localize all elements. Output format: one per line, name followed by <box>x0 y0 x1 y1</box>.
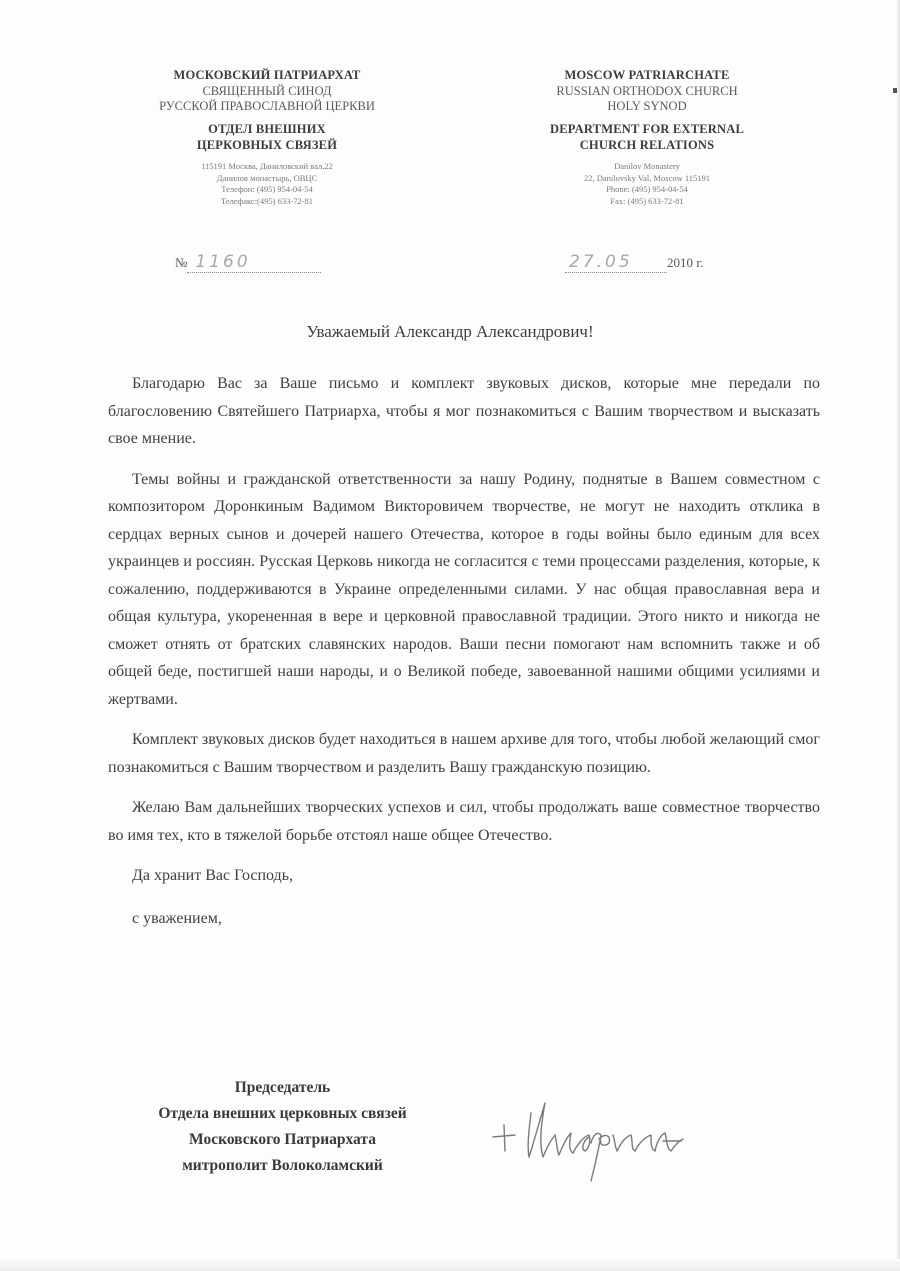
letterhead-org-ru: МОСКОВСКИЙ ПАТРИАРХАТ <box>173 68 361 82</box>
letterhead-synod-ru-2: РУССКОЙ ПРАВОСЛАВНОЙ ЦЕРКВИ <box>159 99 375 114</box>
paragraph: Комплект звуковых дисков будет находиться в нашем архиве для того, чтобы любой желающий смог познакомиться с Вашим творчеством и разделить Вашу гражданскую позицию. <box>108 731 820 776</box>
letterhead-dept-en-1: DEPARTMENT FOR EXTERNAL <box>550 121 744 136</box>
fax-en: Fax: (495) 633-72-81 <box>610 195 684 206</box>
signatory-dept: Отдела внешних церковных связей <box>158 1105 407 1122</box>
letterhead-synod-en: HOLY SYNOD <box>607 99 687 114</box>
reference-number <box>175 252 321 273</box>
letterhead-dept-en-2: CHURCH RELATIONS <box>579 137 715 152</box>
signatory-name: митрополит Волоколамский <box>182 1157 383 1174</box>
address-en-line2: 22, Danilovsky Val, Moscow 115191 <box>583 172 711 183</box>
handwritten-number: 1160 <box>187 252 321 273</box>
address-en-line1: Danilov Monastery <box>614 161 680 172</box>
address-ru-line2: Данилов монастырь, ОВЦС <box>216 172 318 183</box>
phone-ru: Телефон: (495) 954-04-54 <box>221 184 313 195</box>
paragraph: Благодарю Вас за Ваше письмо и комплект звуковых дисков, которые мне передали по благословению Святейшего Патриарха, чтобы я мог познакомиться с Вашим творчеством и высказать свое мнение. <box>108 375 820 447</box>
paragraph: Желаю Вам дальнейших творческих успехов и сил, чтобы продолжать ваше совместное творчество во имя тех, кто в тяжелой борьбе отстоял наше общее Отечество. <box>108 799 820 844</box>
fax-ru: Телефакс:(495) 633-72-81 <box>220 195 314 206</box>
signatory-title: Председатель <box>234 1079 331 1096</box>
phone-en: Phone: (495) 954-04-54 <box>606 184 688 195</box>
handwritten-signature <box>485 1085 715 1195</box>
letterhead-org-en: MOSCOW PATRIARCHATE <box>564 68 730 82</box>
closing-blessing: Да хранит Вас Господь, <box>132 867 293 884</box>
letterhead-address-en <box>487 161 807 207</box>
letterhead-dept-ru-2: ЦЕРКОВНЫХ СВЯЗЕЙ <box>196 137 338 152</box>
letter-date <box>565 252 703 273</box>
letterhead-church-en: RUSSIAN ORTHODOX CHURCH <box>556 83 738 98</box>
letterhead-english <box>487 68 807 207</box>
letterhead-dept-ru-1: ОТДЕЛ ВНЕШНИХ <box>208 121 326 136</box>
letter-body <box>108 370 820 947</box>
letterhead-address-ru <box>107 161 427 207</box>
closing-regards: с уважением, <box>132 909 222 927</box>
number-prefix: № <box>175 255 188 270</box>
paragraph: Темы войны и гражданской ответственности за нашу Родину, поднятые в Вашем совместном с композитором Доронкиным Вадимом Викторовичем творчестве, не могут не находить отклика в сердцах верных сынов и дочерей нашего Отечества, которое в годы войны было единым для всех украинцев и россиян. Русская Церковь никогда не согласится с теми процессами разделения, которые, к сожалению, поддерживаются в Украине определенными силами. У нас общая православная вера и общая культура, укорененная в вере и церковной православной традиции. Этого никто и никогда не сможет отнять от братских славянских народов. Ваши песни помогают нам вспомнить также и об общей беде, постигшей наши народы, и о Великой победе, завоеванной нашими общими усилиями и жертвами. <box>108 470 820 708</box>
scan-bottom-shade <box>0 1259 900 1271</box>
signatory-block <box>100 1075 465 1179</box>
handwritten-date: 27.05 <box>565 252 667 273</box>
letterhead-synod-ru-1: СВЯЩЕННЫЙ СИНОД <box>202 83 332 98</box>
address-ru-line1: 115191 Москва, Даниловский вал,22 <box>201 161 333 172</box>
signatory-org: Московского Патриархата <box>189 1131 376 1148</box>
letterhead-russian <box>107 68 427 207</box>
year-suffix: 2010 г. <box>667 255 704 270</box>
salutation: Уважаемый Александр Александрович! <box>306 322 594 341</box>
